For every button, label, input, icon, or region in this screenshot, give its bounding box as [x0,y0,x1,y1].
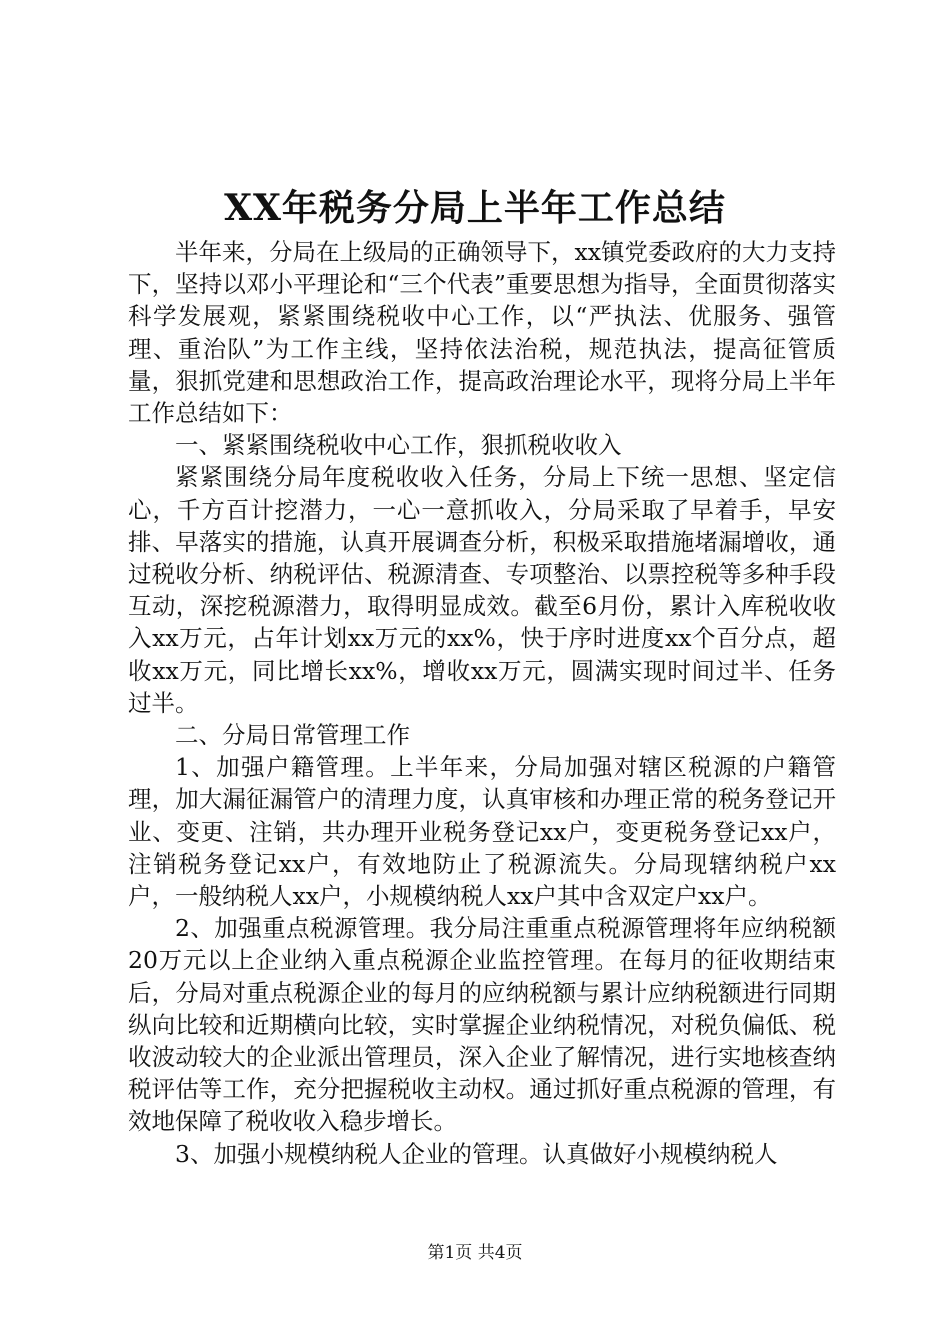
document-title: XX年税务分局上半年工作总结 [224,187,726,229]
section-heading-2: 二、分局日常管理工作 [175,721,410,750]
page-footer: 第1页 共4页 [427,1243,523,1263]
paragraph-small-scale-taxpayers: 3、加强小规模纳税人企业的管理。认真做好小规模纳税人 [175,1139,778,1168]
paragraph-key-tax-sources: 2、加强重点税源管理。我分局注重重点税源管理将年应纳税额20万元以上企业纳入重点税源企业监控管理。在每月的征收期结束后，分局对重点税源企业的每月的应纳税额与累计应纳税额进行同期纵向比较和近期横向比较，实时掌握企业纳税情况，对税负偏低、税收波动较大的企业派出管理员，深入企业了解情况，进行实地核查纳税评估等工作，充分把握税收主动权。通过抓好重点税源的管理，有效地保障了税收收入稳步增长。 [128,914,836,1136]
section-heading-1: 一、紧紧围绕税收中心工作，狠抓税收收入 [175,431,622,460]
paragraph-intro: 半年来，分局在上级局的正确领导下，xx镇党委政府的大力支持下，坚持以邓小平理论和“三个代表”重要思想为指导，全面贯彻落实科学发展观，紧紧围绕税收中心工作，以“严执法、优服务、强管理、重治队”为工作主线，坚持依法治税，规范执法，提高征管质量，狠抓党建和思想政治工作，提高政治理论水平，现将分局上半年工作总结如下： [128,238,837,428]
document-body [128,236,836,1170]
paragraph-household-registration: 1、加强户籍管理。上半年来，分局加强对辖区税源的户籍管理，加大漏征漏管户的清理力度，认真审核和办理正常的税务登记开业、变更、注销，共办理开业税务登记xx户，变更税务登记xx户，注销税务登记xx户，有效地防止了税源流失。分局现辖纳税户xx户，一般纳税人xx户，小规模纳税人xx户其中含双定户xx户。 [128,753,836,911]
paragraph-tax-revenue: 紧紧围绕分局年度税收收入任务，分局上下统一思想、坚定信心，千方百计挖潜力，一心一意抓收入，分局采取了早着手，早安排、早落实的措施，认真开展调查分析，积极采取措施堵漏增收，通过税收分析、纳税评估、税源清查、专项整治、以票控税等多种手段互动，深挖税源潜力，取得明显成效。截至6月份，累计入库税收收入xx万元，占年计划xx万元的xx%，快于序时进度xx个百分点，超收xx万元，同比增长xx%，增收xx万元，圆满实现时间过半、任务过半。 [128,463,836,717]
